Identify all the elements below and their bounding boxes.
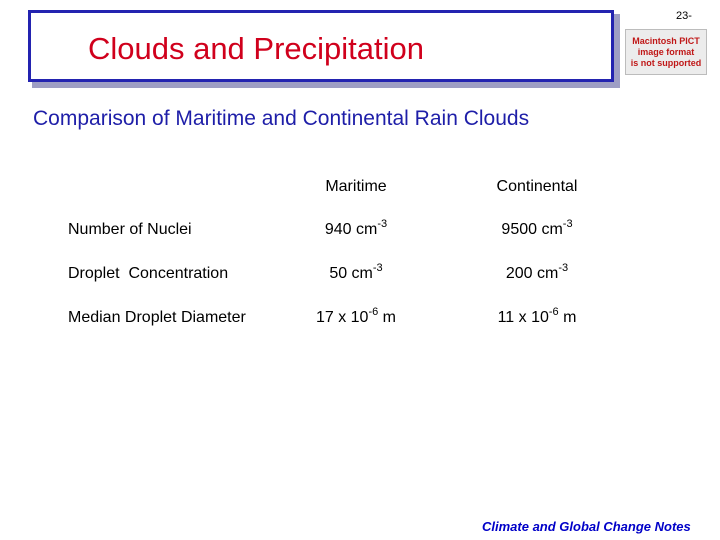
- value-exponent: -3: [558, 262, 569, 274]
- placeholder-line-2: image format: [637, 46, 695, 57]
- cell-continental-concentration: [476, 264, 598, 285]
- cell-maritime-nuclei: [300, 220, 412, 241]
- value-base: 17 x 10: [315, 309, 369, 326]
- row-label-nuclei: Number of Nuclei: [68, 221, 192, 238]
- placeholder-line-1: Macintosh PICT: [632, 35, 700, 46]
- slide-title: Clouds and Precipitation: [87, 31, 425, 66]
- value-unit: m: [378, 309, 397, 326]
- value-base: 9500 cm: [501, 221, 563, 238]
- value-base: 11 x 10: [497, 309, 549, 326]
- cell-maritime-diameter: [300, 308, 412, 329]
- value-base: 50 cm: [329, 265, 373, 282]
- header-maritime: Maritime: [325, 178, 387, 195]
- unsupported-image-placeholder: [625, 29, 707, 75]
- value-unit: m: [558, 309, 577, 326]
- header-continental: Continental: [496, 178, 578, 195]
- cell-continental-nuclei: [476, 220, 598, 241]
- page-number: 23-: [676, 10, 692, 22]
- value-exponent: -3: [377, 218, 388, 230]
- row-label-concentration: Droplet Concentration: [68, 265, 229, 282]
- value-exponent: -6: [548, 306, 559, 318]
- placeholder-line-3: is not supported: [630, 57, 702, 68]
- value-base: 200 cm: [505, 265, 559, 282]
- slide-subtitle: Comparison of Maritime and Continental Rain Clouds: [33, 107, 530, 130]
- value-exponent: -3: [372, 262, 383, 274]
- row-label-diameter: Median Droplet Diameter: [68, 309, 246, 326]
- cell-maritime-concentration: [300, 264, 412, 285]
- value-exponent: -3: [562, 218, 573, 230]
- footer-note: Climate and Global Change Notes: [482, 519, 691, 534]
- value-exponent: -6: [368, 306, 379, 318]
- value-base: 940 cm: [324, 221, 378, 238]
- title-frame: [28, 10, 614, 82]
- cell-continental-diameter: [476, 308, 598, 329]
